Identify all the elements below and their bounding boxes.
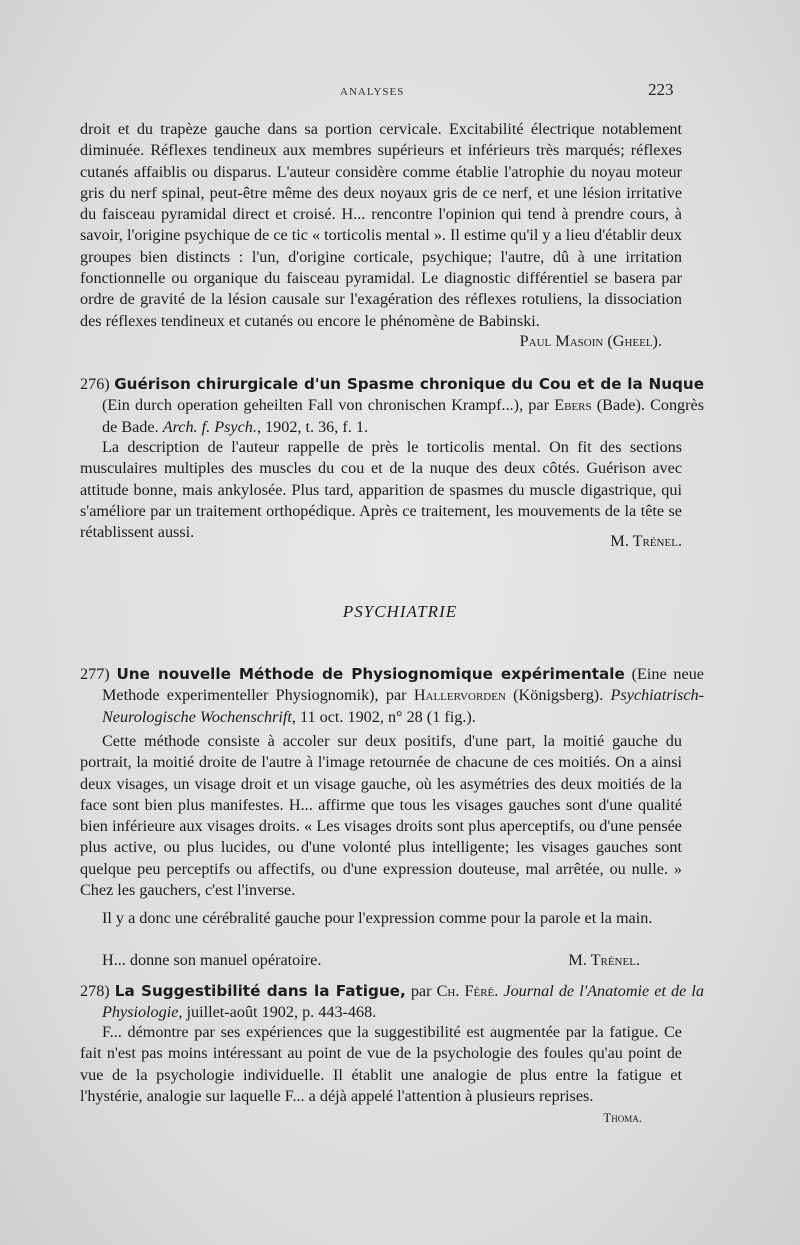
running-header: ANALYSES — [340, 86, 405, 98]
article-number: 278) — [80, 982, 110, 1000]
article-author: Hallervorden — [413, 686, 506, 705]
article-277-paragraph-3: H... donne son manuel opératoire. — [102, 951, 322, 969]
signature-text: M. Trénel. — [568, 951, 640, 969]
article-277-paragraph-1: Cette méthode consiste à accoler sur deux positifs, d'une part, la moitié gauche du portrait, la moitié droite de l'autre à l'image retournée de chacune de ces moitiés. On a ainsi deux visages, un visage droit et un visage gauche, où les asymétries des deux moitiés de la face sont bien plus manifestes. H... affirme que tous les visages gauches sont d'une qualité bien inférieure aux visages droits. « Les visages droits sont plus aperceptifs, ou d'une pensée plus active, ou plus lucides, ou d'une volonté plus intelligente; les visages gauches sont quelque peu perceptifs ou affectifs, ou d'une expression douteuse, mal arrêtée, ou nulle. » Chez les gauchers, c'est l'inverse. — [80, 732, 682, 900]
article-title: Une nouvelle Méthode de Physiognomique expérimentale — [116, 665, 625, 683]
article-reference: par — [410, 982, 432, 1000]
article-278-body: F... démontre par ses expériences que la suggestibilité est augmentée par la fatigue. Ce fait n'est pas moins intéressant au point de vue de la psychologie des foules qu'au point de vue de la psychologie individuelle. Il établit une analogie de plus entre la fatigue et l'hystérie, analogie sur laquelle F... a déjà appelé l'attention à plusieurs reprises. — [80, 1023, 682, 1105]
signature-text: M. Trénel. — [610, 532, 682, 550]
article-journal: Journal de l'Anatomie et de la Physiologie, — [102, 982, 705, 1022]
article-reference: (Eine neue Methode experimenteller Physiognomik), par — [102, 665, 704, 705]
article-278-signature — [80, 1107, 682, 1128]
article-venue: (Bade). Congrès de Bade. — [102, 396, 705, 436]
article-citation: juillet-août 1902, p. 443-468. — [186, 1003, 377, 1022]
article-title: Guérison chirurgicale d'un Spasme chronique du Cou et de la Nuque — [114, 375, 704, 393]
intro-signature — [80, 331, 682, 352]
intro-paragraph: droit et du trapèze gauche dans sa portion cervicale. Excitabilité électrique notablement diminuée. Réflexes tendineux aux membres supérieurs et inférieurs très marqués; réflexes cutanés affaiblis ou disparus. L'auteur considère comme établie l'atrophie du noyau moteur gris du nerf spinal, peut-être même des deux noyaux gris de ce nerf, et une lésion irritative du faisceau pyramidal direct et croisé. H... rencontre l'opinion qui tend à prendre cours, à savoir, l'origine psychique de ce tic « torticolis mental ». Il estime qu'il y a lieu d'établir deux groupes bien distincts : l'un, d'origine corticale, psychique; l'autre, dû à une irritation fonctionnelle ou organique du faisceau pyramidal. Le diagnostic différentiel se basera par ordre de gravité de la lésion causale sur l'exagération des réflexes rotuliens, la dissociation des réflexes tendineux et cutanés ou encore le phénomène de Babinski. — [80, 120, 682, 330]
signature-text: Thoma. — [603, 1110, 642, 1125]
article-number: 277) — [80, 665, 110, 683]
article-journal: Arch. f. Psych. — [162, 417, 257, 436]
article-author: Ebers — [554, 396, 592, 415]
article-276-heading — [80, 374, 704, 438]
article-citation: , 11 oct. 1902, n° 28 (1 fig.). — [291, 707, 476, 726]
article-276-body: La description de l'auteur rappelle de près le torticolis mental. On fit des sections musculaires multiples des muscles du cou et de la nuque des deux côtés. Guérison avec attitude bonne, mais ankylosée. Plus tard, apparition de spasmes du muscle digastrique, qui s'améliore par un traitement orthopédique. Après ce traitement, les mouvements de la tête se rétablissent aussi. — [80, 438, 682, 542]
article-citation: , 1902, t. 36, f. 1. — [256, 417, 368, 436]
article-journal: Psychiatrisch-Neurologische Wochenschrift — [102, 686, 705, 726]
article-number: 276) — [80, 375, 110, 393]
signature-text: Paul Masoin (Gheel). — [519, 332, 662, 350]
article-276-signature — [80, 531, 682, 552]
article-277-signature — [500, 950, 640, 971]
article-reference: (Ein durch operation geheilten Fall von chronischen Krampf...), par — [102, 396, 549, 415]
article-author: Ch. Féré. — [436, 982, 499, 1000]
article-278-heading — [80, 981, 704, 1024]
section-title: PSYCHIATRIE — [342, 602, 458, 621]
page-number: 223 — [648, 80, 674, 99]
article-277-paragraph-2: Il y a donc une cérébralité gauche pour l'expression comme pour la parole et la main. — [102, 909, 653, 927]
article-277-heading — [80, 664, 704, 728]
article-venue: (Königsberg). — [513, 686, 604, 705]
article-title: La Suggestibilité dans la Fatigue, — [114, 982, 406, 1000]
